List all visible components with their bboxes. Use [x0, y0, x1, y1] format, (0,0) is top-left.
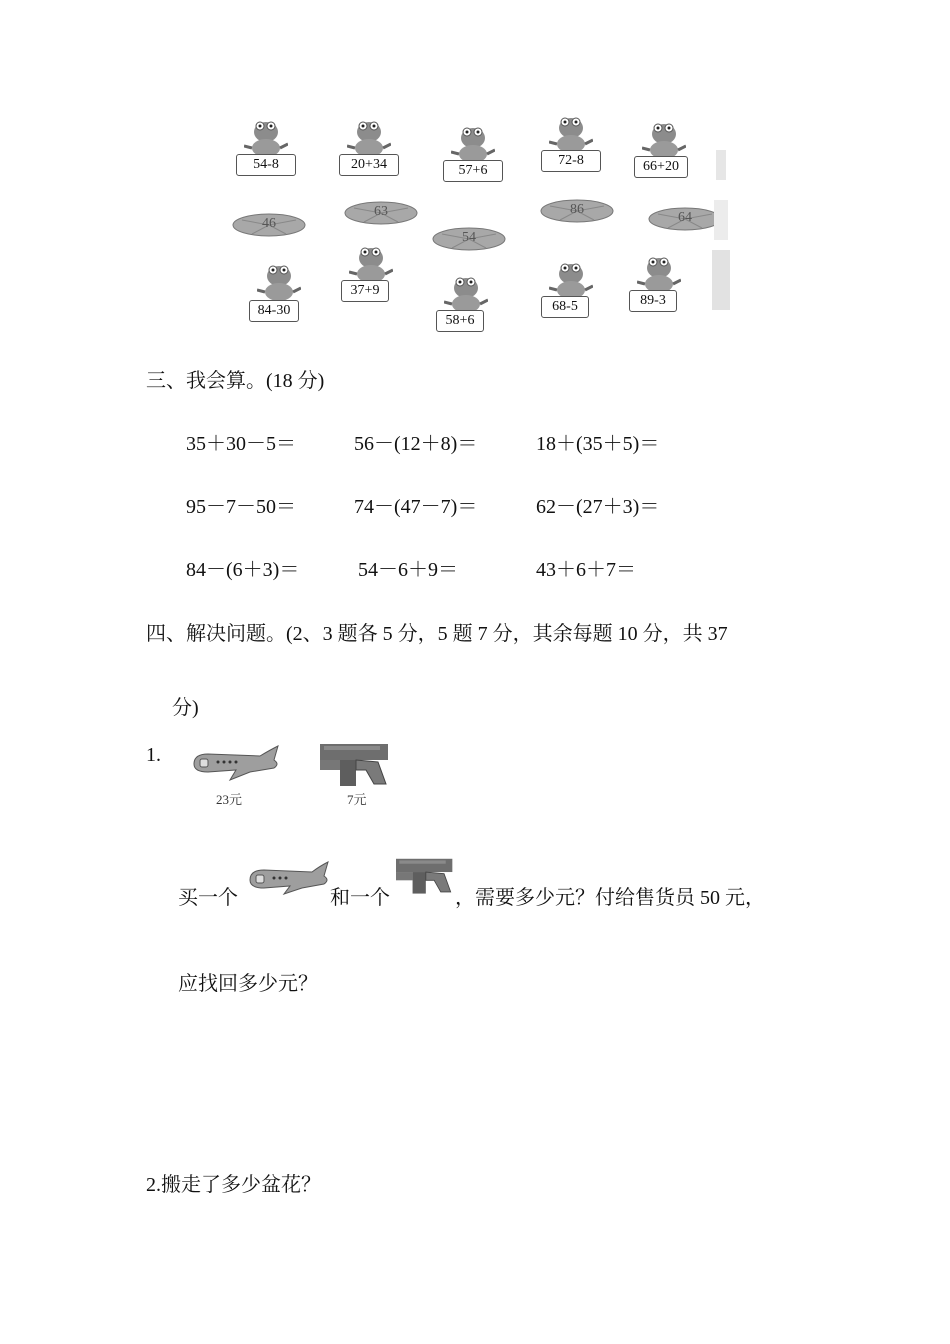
- frog-card: [629, 254, 689, 324]
- frog-expression: 84-30: [249, 300, 299, 322]
- calc-problem: 84－(6＋3)＝: [186, 559, 300, 581]
- frog-expression: 20+34: [339, 154, 399, 176]
- toy-gun-icon: [396, 856, 454, 898]
- lily-pad: [432, 226, 506, 252]
- calc-problem: 18＋(35＋5)＝: [536, 433, 660, 455]
- frog-card: [339, 118, 399, 188]
- calc-problem: 95－7－50＝: [186, 496, 296, 518]
- question-number: 1.: [146, 744, 161, 766]
- calc-problem: 35＋30－5＝: [186, 433, 296, 455]
- calc-problem: 56－(12＋8)＝: [354, 433, 478, 455]
- frog-expression: 68-5: [541, 296, 589, 318]
- frog-card: [634, 120, 694, 190]
- frog-card: [541, 260, 601, 330]
- question-2-text: 2.搬走了多少盆花？: [146, 1174, 321, 1196]
- margin-decoration: [710, 150, 732, 320]
- section-3-heading: 三、我会算。(18 分): [146, 370, 325, 392]
- frog-card: [541, 114, 601, 184]
- frog-card: [249, 262, 309, 332]
- frog-card: [341, 244, 401, 314]
- toy-gun-icon: [320, 744, 390, 788]
- calc-problem: 54－6＋9＝: [358, 559, 458, 581]
- frog-expression: 37+9: [341, 280, 389, 302]
- frog-expression: 57+6: [443, 160, 503, 182]
- calc-problem: 43＋6＋7＝: [536, 559, 636, 581]
- section-4-heading: 四、解决问题。(2、3 题各 5 分，5 题 7 分，其余每题 10 分，共 37: [146, 623, 728, 645]
- question-text-part: 买一个: [178, 887, 238, 909]
- question-text-part: ，需要多少元？付给售货员 50 元，: [455, 887, 765, 909]
- calc-problem: 62－(27＋3)＝: [536, 496, 660, 518]
- frog-expression: 58+6: [436, 310, 484, 332]
- airplane-icon: [190, 744, 280, 782]
- gun-price: 7元: [347, 792, 367, 807]
- frog-expression: 72-8: [541, 150, 601, 172]
- lily-pad-number: 64: [678, 210, 692, 225]
- lily-pad: [540, 198, 614, 224]
- airplane-price: 23元: [216, 792, 243, 807]
- airplane-icon: [246, 860, 330, 896]
- frog-expression: 66+20: [634, 156, 688, 178]
- section-4-heading-cont: 分): [172, 697, 199, 719]
- frog-expression: 89-3: [629, 290, 677, 312]
- question-text-line2: 应找回多少元？: [178, 973, 318, 995]
- question-text-part: 和一个: [330, 887, 390, 909]
- frog-expression: 54-8: [236, 154, 296, 176]
- lily-pad-number: 63: [374, 204, 388, 219]
- frog-card: [436, 274, 496, 344]
- calc-problem: 74－(47－7)＝: [354, 496, 478, 518]
- lily-pad-number: 46: [262, 216, 276, 231]
- frog-card: [236, 118, 296, 188]
- lily-pad-number: 86: [570, 202, 584, 217]
- lily-pad: [232, 212, 306, 238]
- frog-card: [443, 124, 503, 194]
- lily-pad: [344, 200, 418, 226]
- lily-pad-number: 54: [462, 230, 476, 245]
